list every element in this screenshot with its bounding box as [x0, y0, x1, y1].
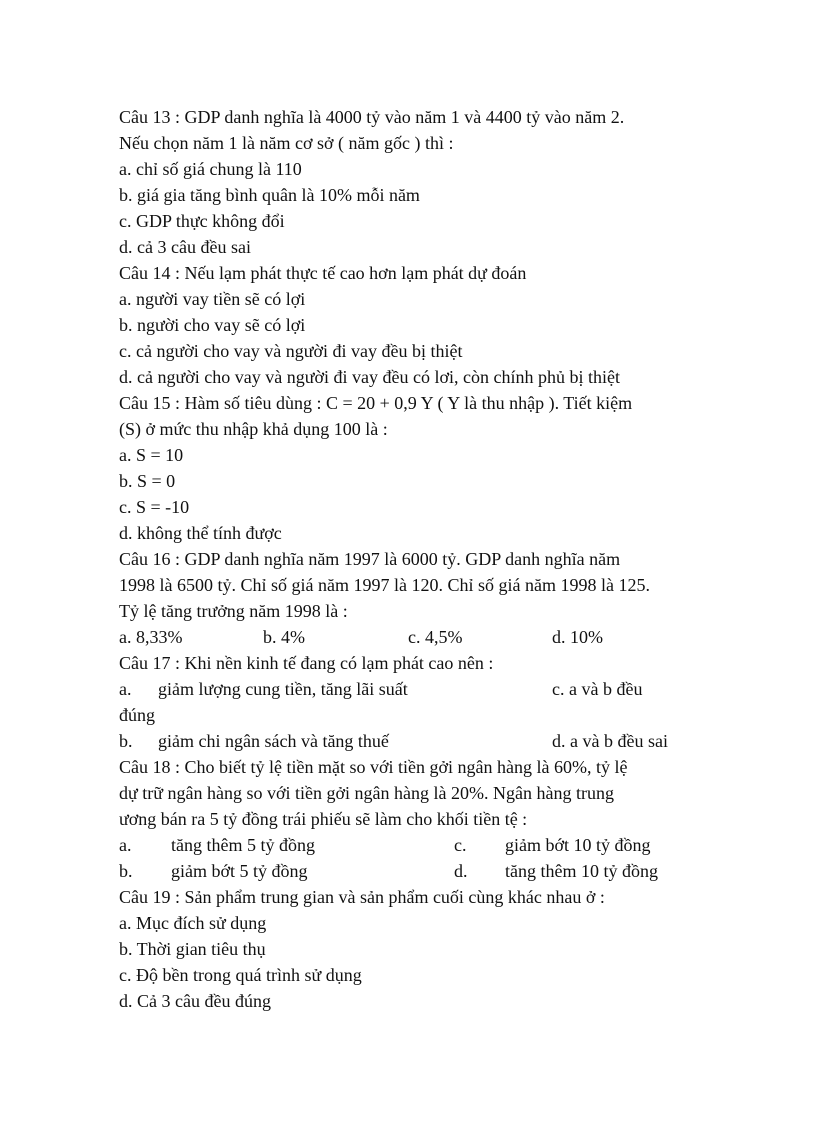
q17-option-c-wrap: đúng	[119, 705, 155, 725]
q16-option-b: b. 4%	[263, 627, 305, 647]
q14-option-a: a. người vay tiền sẽ có lợi	[119, 289, 306, 309]
q13-option-b: b. giá gia tăng bình quân là 10% mỗi năm	[119, 185, 420, 205]
q16-options-row	[119, 624, 719, 650]
q13-stem-line-2: Nếu chọn năm 1 là năm cơ sở ( năm gốc ) thì :	[119, 133, 454, 153]
q14-option-c: c. cả người cho vay và người đi vay đều bị thiệt	[119, 341, 463, 361]
q13-option-d: d. cả 3 câu đều sai	[119, 237, 251, 257]
q18-options-row-2	[119, 858, 719, 884]
q13-option-c: c. GDP thực không đổi	[119, 211, 285, 231]
q18-option-c-marker: c.	[454, 835, 467, 855]
q15-stem-line-1: Câu 15 : Hàm số tiêu dùng : C = 20 + 0,9 Y ( Y là thu nhập ). Tiết kiệm	[119, 393, 633, 413]
q19-option-b: b. Thời gian tiêu thụ	[119, 939, 266, 959]
q18-option-a-text: tăng thêm 5 tỷ đồng	[171, 835, 315, 855]
q18-option-a-marker: a.	[119, 835, 132, 855]
q18-option-d-text: tăng thêm 10 tỷ đồng	[505, 861, 658, 881]
q17-option-b-text: giảm chi ngân sách và tăng thuế	[158, 731, 389, 751]
q17-option-b-marker: b.	[119, 731, 133, 751]
q15-option-d: d. không thể tính được	[119, 523, 282, 543]
q18-stem-line-3: ương bán ra 5 tỷ đồng trái phiếu sẽ làm cho khối tiền tệ :	[119, 809, 528, 829]
q14-option-d: d. cả người cho vay và người đi vay đều có lơi, còn chính phủ bị thiệt	[119, 367, 620, 387]
q17-options-row-2	[119, 728, 719, 754]
q16-option-a: a. 8,33%	[119, 627, 183, 647]
q18-stem-line-1: Câu 18 : Cho biết tỷ lệ tiền mặt so với tiền gởi ngân hàng là 60%, tỷ lệ	[119, 757, 628, 777]
q18-option-b-text: giảm bớt 5 tỷ đồng	[171, 861, 308, 881]
q16-option-c: c. 4,5%	[408, 627, 463, 647]
q15-option-b: b. S = 0	[119, 471, 176, 491]
q18-option-c-text: giảm bớt 10 tỷ đồng	[505, 835, 651, 855]
q15-option-c: c. S = -10	[119, 497, 190, 517]
q13-option-a: a. chỉ số giá chung là 110	[119, 159, 302, 179]
q17-option-a-text: giảm lượng cung tiền, tăng lãi suất	[158, 679, 408, 699]
q14-stem: Câu 14 : Nếu lạm phát thực tế cao hơn lạm phát dự đoán	[119, 263, 527, 283]
q16-option-d: d. 10%	[552, 627, 603, 647]
q18-option-b-marker: b.	[119, 861, 133, 881]
q15-stem-line-2: (S) ở mức thu nhập khả dụng 100 là :	[119, 419, 388, 439]
q18-option-d-marker: d.	[454, 861, 468, 881]
q14-option-b: b. người cho vay sẽ có lợi	[119, 315, 306, 335]
q19-option-d: d. Cả 3 câu đều đúng	[119, 991, 271, 1011]
q18-options-row-1	[119, 832, 719, 858]
q13-stem-line-1: Câu 13 : GDP danh nghĩa là 4000 tỷ vào năm 1 và 4400 tỷ vào năm 2.	[119, 107, 625, 127]
q18-stem-line-2: dự trữ ngân hàng so với tiền gởi ngân hàng là 20%. Ngân hàng trung	[119, 783, 614, 803]
q17-stem: Câu 17 : Khi nền kinh tế đang có lạm phát cao nên :	[119, 653, 494, 673]
q17-option-c: c. a và b đều	[552, 679, 643, 699]
q17-option-d: d. a và b đều sai	[552, 731, 668, 751]
q17-options-row-1	[119, 676, 719, 702]
q16-stem-line-1: Câu 16 : GDP danh nghĩa năm 1997 là 6000 tỷ. GDP danh nghĩa năm	[119, 549, 621, 569]
q19-option-a: a. Mục đích sử dụng	[119, 913, 267, 933]
q17-option-a-marker: a.	[119, 679, 132, 699]
q16-stem-line-2: 1998 là 6500 tỷ. Chỉ số giá năm 1997 là 120. Chỉ số giá năm 1998 là 125.	[119, 575, 650, 595]
q16-stem-line-3: Tỷ lệ tăng trưởng năm 1998 là :	[119, 601, 348, 621]
q15-option-a: a. S = 10	[119, 445, 184, 465]
q19-stem: Câu 19 : Sản phẩm trung gian và sản phẩm cuối cùng khác nhau ở :	[119, 887, 605, 907]
q19-option-c: c. Độ bền trong quá trình sử dụng	[119, 965, 362, 985]
